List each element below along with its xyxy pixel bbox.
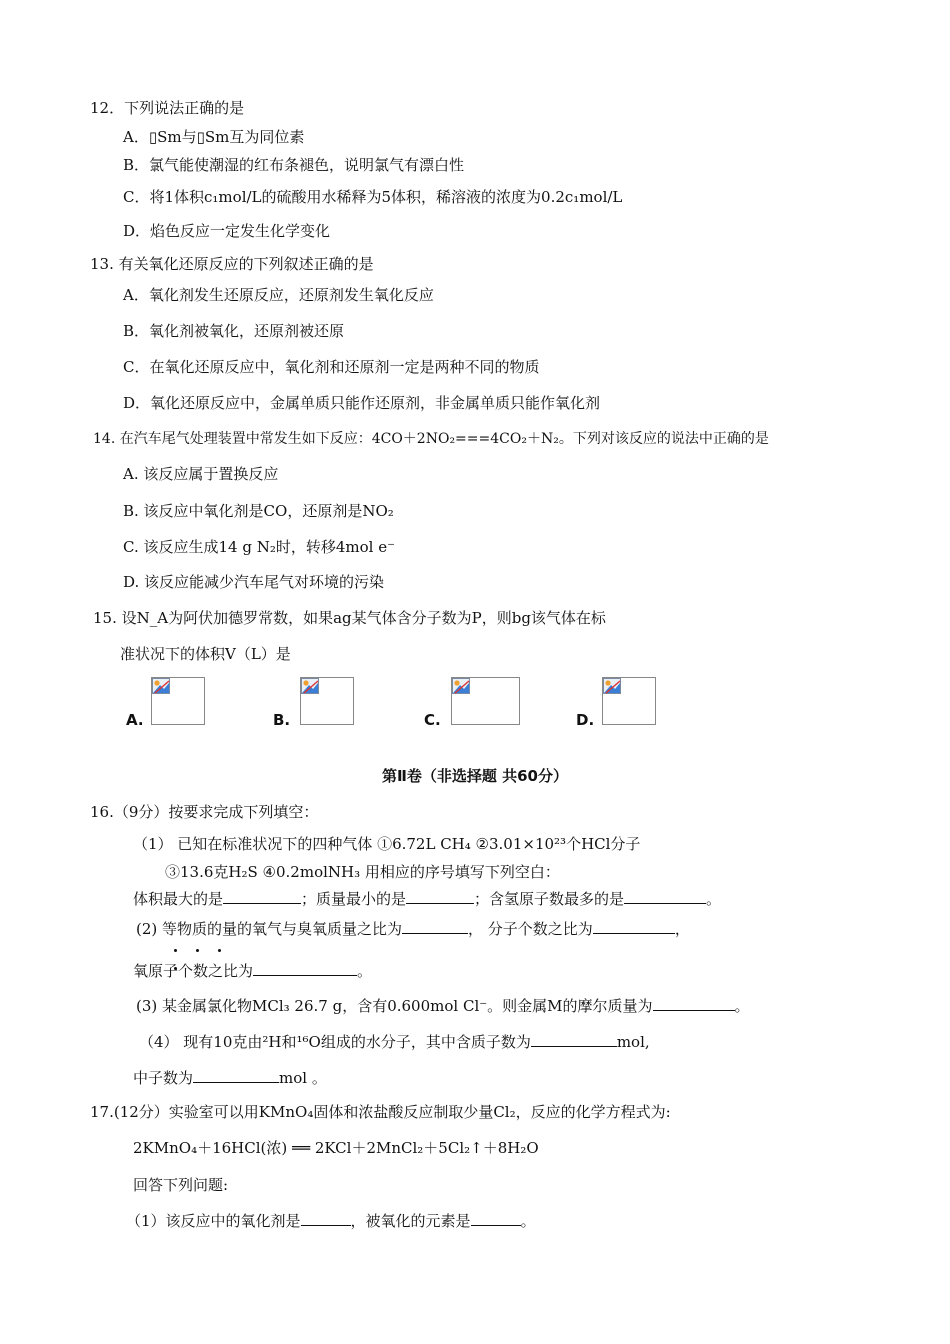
q16-most-hydrogen-label: ；含氢原子数最多的是 [474,890,625,908]
answer-blank[interactable] [471,1211,521,1226]
q15-option-b-label: B. [273,711,291,729]
q16-part1-questions [133,889,721,909]
q16-molecule-ratio-label: ， 分子个数之比为 [468,920,593,938]
q14-option-b: B. 该反应中氧化剂是CO，还原剂是NO₂ [123,502,394,520]
q14-option-a: A. 该反应属于置换反应 [123,465,279,483]
broken-image-icon [152,678,170,694]
q16-part2-line1 [136,919,690,939]
answer-blank[interactable] [531,1032,617,1047]
q16-stem: 16.（9分）按要求完成下列填空： [90,803,319,821]
q14-stem: 14. 在汽车尾气处理装置中常发生如下反应：4CO＋2NO₂===4CO₂＋N₂。下列对该反应的说法中正确的是 [93,431,769,447]
q15-option-a-image [151,677,205,725]
q12-option-c: C．将1体积c₁mol/L的硫酸用水稀释为5体积，稀溶液的浓度为0.2c₁mol/L [123,188,623,206]
q15-option-b-image [300,677,354,725]
q14-option-d: D. 该反应能减少汽车尾气对环境的污染 [123,573,385,591]
answer-blank[interactable] [223,889,301,904]
q16-part4-line2 [133,1068,327,1088]
unit-mol: mol 。 [279,1069,327,1087]
broken-image-icon [301,678,319,694]
q16-part2-line2 [133,961,372,981]
q13-option-d: D．氧化还原反应中，金属单质只能作还原剂，非金属单质只能作氧化剂 [123,394,601,412]
q12-option-d: D．焰色反应一定发生化学变化 [123,222,331,240]
q16-oxygen-atom-ratio-label: 氧原子个数之比为 [133,962,254,980]
q15-stem-line2: 准状况下的体积V（L）是 [120,645,291,663]
answer-blank[interactable] [193,1068,279,1083]
q16-mass-ratio-label: (2) 等物质的量的氧气与臭氧质量之比为 [136,920,403,938]
unit-mol: mol, [616,1033,650,1051]
q12-option-a: A．▯Sm与▯Sm互为同位素 [123,128,305,146]
period: 。 [734,997,750,1015]
q15-option-a-label: A. [126,711,144,729]
answer-blank[interactable] [301,1211,351,1226]
period: 。 [520,1212,536,1230]
answer-blank[interactable] [593,919,675,934]
q17-prompt: 回答下列问题: [133,1176,229,1194]
answer-blank[interactable] [402,919,468,934]
period: 。 [357,962,373,980]
q15-stem-line1: 15. 设N_A为阿伏加德罗常数，如果ag某气体含分子数为P，则bg该气体在标 [93,609,606,627]
q16-smallest-mass-label: ；质量最小的是 [301,890,407,908]
q13-option-a: A．氧化剂发生还原反应，还原剂发生氧化反应 [123,286,434,304]
q12-option-b: B．氯气能使潮湿的红布条褪色，说明氯气有漂白性 [123,156,465,174]
q16-protons-label: （4） 现有10克由²H和¹⁶O组成的水分子，其中含质子数为 [139,1033,531,1051]
q13-option-b: B．氧化剂被氧化，还原剂被还原 [123,322,345,340]
broken-image-icon [452,678,470,694]
broken-image-icon [603,678,621,694]
answer-blank[interactable] [406,889,474,904]
q13-option-c: C．在氧化还原反应中，氧化剂和还原剂一定是两种不同的物质 [123,358,540,376]
answer-blank[interactable] [624,889,706,904]
q17-oxidant-label: （1）该反应中的氧化剂是 [126,1212,301,1230]
q12-stem: 12．下列说法正确的是 [90,99,245,117]
q16-part3 [136,996,750,1016]
q16-largest-volume-label: 体积最大的是 [133,890,224,908]
q13-stem: 13. 有关氧化还原反应的下列叙述正确的是 [90,255,374,273]
q17-stem: 17.(12分）实验室可以用KMnO₄固体和浓盐酸反应制取少量Cl₂，反应的化学方程式为: [90,1103,671,1121]
answer-blank[interactable] [653,996,735,1011]
q16-neutrons-label: 中子数为 [133,1069,194,1087]
emphasis-dots [174,938,254,944]
comma: ， [674,920,690,938]
q17-oxidized-element-label: ，被氧化的元素是 [350,1212,471,1230]
q17-equation: 2KMnO₄＋16HCl(浓) ══ 2KCl＋2MnCl₂＋5Cl₂↑＋8H₂O [133,1139,539,1157]
q16-part1-line1: （1） 已知在标准状况下的四种气体 ①6.72L CH₄ ②3.01×10²³个HCl分子 [133,835,641,853]
q16-part1-line2: ③13.6克H₂S ④0.2molNH₃ 用相应的序号填写下列空白： [165,863,560,881]
period: 。 [706,890,722,908]
q14-option-c: C. 该反应生成14 g N₂时，转移4mol e⁻ [123,538,396,556]
q16-part4-line1 [139,1032,650,1052]
q16-molar-mass-label: (3) 某金属氯化物MCl₃ 26.7 g，含有0.600mol Cl⁻。则金属M的摩尔质量为 [136,997,653,1015]
section-title: 第Ⅱ卷（非选择题 共60分） [382,767,568,785]
q15-option-d-label: D. [576,711,595,729]
q17-part1 [126,1211,536,1231]
q15-option-c-label: C. [424,711,441,729]
answer-blank[interactable] [253,961,357,976]
q15-option-d-image [602,677,656,725]
q15-option-c-image [451,677,520,725]
